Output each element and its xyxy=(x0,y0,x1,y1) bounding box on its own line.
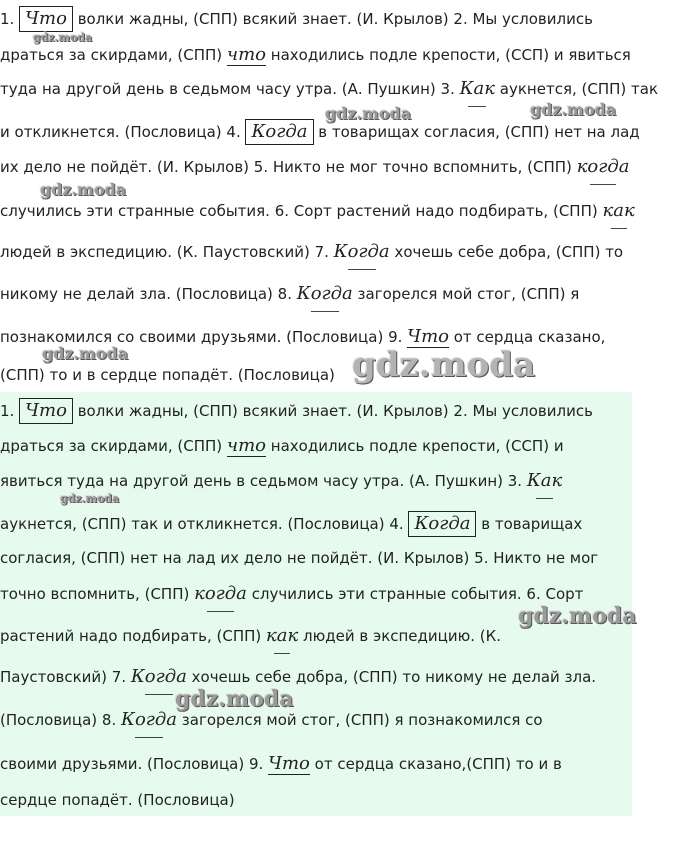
text-line: Паустовский) 7. Когда хочешь себе добра, (СПП) то никому не делай зла. xyxy=(0,666,597,687)
conjunction-underlined: как xyxy=(266,625,299,646)
conjunction-underlined: что xyxy=(226,435,266,456)
text-line: познакомился со своими друзьями. (Пословица) 9. Что от сердца сказано, xyxy=(0,326,606,347)
text-line: случились эти странные события. 6. Сорт растений надо подбирать, (СПП) как xyxy=(0,200,635,221)
watermark: gdz.moda xyxy=(40,180,127,199)
conjunction-underlined: Когда xyxy=(130,666,187,687)
conjunction-underlined: как xyxy=(602,200,635,221)
text-line: (Пословица) 8. Когда загорелся мой стог, (СПП) я познакомился со xyxy=(0,709,543,730)
watermark: gdz.moda xyxy=(33,31,93,44)
watermark: gdz.moda xyxy=(325,104,412,123)
conjunction-underlined: Когда xyxy=(296,283,353,304)
text-line: людей в экспедицию. (К. Паустовский) 7. Когда хочешь себе добра, (СПП) то xyxy=(0,241,624,262)
text-line: туда на другой день в седьмом часу утра. (А. Пушкин) 3. Как аукнется, (СПП) так xyxy=(0,78,659,99)
conjunction-underlined: Как xyxy=(526,470,563,491)
conjunction-underlined: Что xyxy=(407,326,449,347)
text-line: сердце попадёт. (Пословица) xyxy=(0,791,235,809)
text-line: растений надо подбирать, (СПП) как людей в экспедицию. (К. xyxy=(0,625,502,646)
text-line: и откликнется. (Пословица) 4. Когда в товарищах согласия, (СПП) нет на лад xyxy=(0,119,640,141)
text-line: (СПП) то и в сердце попадёт. (Пословица) xyxy=(0,366,335,384)
conjunction-underlined: Когда xyxy=(333,241,390,262)
conjunction-boxed: Что xyxy=(19,6,73,32)
conjunction-underlined: когда xyxy=(576,156,630,177)
watermark: gdz.moda xyxy=(42,344,129,363)
text-line: драться за скирдами, (СПП) что находились подле крепости, (ССП) и явиться xyxy=(0,44,631,65)
text-line: своими друзьями. (Пословица) 9. Что от сердца сказано,(СПП) то и в xyxy=(0,753,562,774)
text-line: явиться туда на другой день в седьмом часу утра. (А. Пушкин) 3. Как xyxy=(0,470,563,491)
text-line: 1. Что волки жадны, (СПП) всякий знает. (И. Крылов) 2. Мы условились xyxy=(0,6,593,28)
text-line: аукнется, (СПП) так и откликнется. (Пословица) 4. Когда в товарищах xyxy=(0,511,582,533)
conjunction-underlined: Когда xyxy=(121,709,178,730)
text-line: драться за скирдами, (СПП) что находились подле крепости, (ССП) и xyxy=(0,435,564,456)
text-line: их дело не пойдёт. (И. Крылов) 5. Никто не мог точно вспомнить, (СПП) когда xyxy=(0,156,630,177)
conjunction-underlined: что xyxy=(226,44,266,65)
conjunction-boxed: Когда xyxy=(408,511,476,537)
conjunction-boxed: Что xyxy=(19,398,73,424)
conjunction-boxed: Когда xyxy=(245,119,313,145)
conjunction-underlined: Что xyxy=(268,753,310,774)
watermark: gdz.moda xyxy=(60,492,120,505)
conjunction-underlined: Как xyxy=(459,78,496,99)
conjunction-underlined: когда xyxy=(194,583,247,604)
text-line: точно вспомнить, (СПП) когда случились эти странные события. 6. Сорт xyxy=(0,583,584,604)
watermark: gdz.moda xyxy=(530,100,617,119)
text-line: 1. Что волки жадны, (СПП) всякий знает. (И. Крылов) 2. Мы условились xyxy=(0,398,593,420)
watermark: gdz.moda xyxy=(352,345,536,385)
watermark: gdz.moda xyxy=(518,603,637,629)
watermark: gdz.moda xyxy=(175,686,294,712)
text-line: согласия, (СПП) нет на лад их дело не пойдёт. (И. Крылов) 5. Никто не мог xyxy=(0,549,599,567)
text-line: никому не делай зла. (Пословица) 8. Когда загорелся мой стог, (СПП) я xyxy=(0,283,580,304)
